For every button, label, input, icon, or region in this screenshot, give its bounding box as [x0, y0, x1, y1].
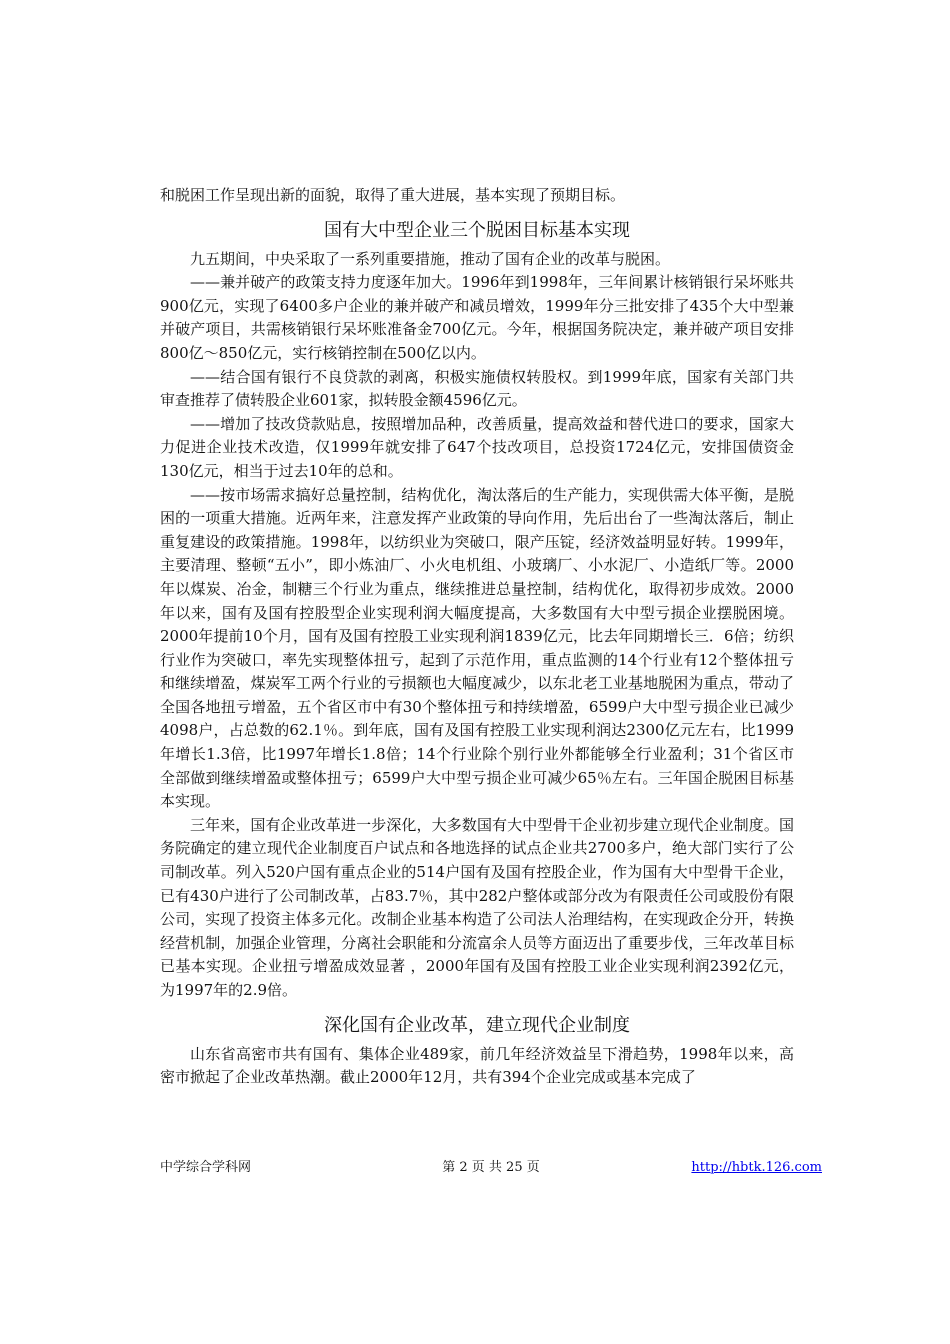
footer-site-name: 中学综合学科网	[160, 1160, 252, 1175]
paragraph: ——结合国有银行不良贷款的剥离，积极实施债权转股权。到1999年底，国家有关部门共审查推荐了债转股企业601家，拟转股金额4596亿元。	[160, 367, 794, 410]
paragraph: ——兼并破产的政策支持力度逐年加大。1996年到1998年，三年间累计核销银行呆坏账共900亿元，实现了6400多户企业的兼并破产和减员增效，1999年分三批安排了435个大中型兼并破产项目，共需核销银行呆坏账准备金700亿元。今年，根据国务院决定，兼并破产项目安排800亿～850亿元，实行核销控制在500亿以内。	[160, 273, 794, 362]
paragraph: 山东省高密市共有国有、集体企业489家，前几年经济效益呈下滑趋势，1998年以来，高密市掀起了企业改革热潮。截止2000年12月，共有394个企业完成或基本完成了	[160, 1044, 794, 1087]
paragraph: ——增加了技改贷款贴息，按照增加品种，改善质量，提高效益和替代进口的要求，国家大力促进企业技术改造，仅1999年就安排了647个技改项目，总投资1724亿元，安排国债资金130亿元，相当于过去10年的总和。	[160, 414, 794, 480]
footer-page-number: 第 2 页 共 25 页	[442, 1160, 540, 1175]
section-heading-1: 国有大中型企业三个脱困目标基本实现	[324, 219, 630, 241]
paragraph: 三年来，国有企业改革进一步深化，大多数国有大中型骨干企业初步建立现代企业制度。国务院确定的建立现代企业制度百户试点和各地选择的试点企业共2700多户，绝大部门实行了公司制改革。列入520户国有重点企业的514户国有及国有控股企业，作为国有大中型骨干企业，已有430户进行了公司制改革，占83.7％，其中282户整体或部分改为有限责任公司或股份有限公司，实现了投资主体多元化。改制企业基本构造了公司法人治理结构，在实现政企分开，转换经营机制，加强企业管理，分离社会职能和分流富余人员等方面迈出了重要步伐，三年改革目标已基本实现。企业扭亏增盈成效显著 ，2000年国有及国有控股工业企业实现利润2392亿元，为1997年的2.9倍。	[160, 815, 794, 999]
section-heading-2: 深化国有企业改革，建立现代企业制度	[324, 1014, 630, 1036]
paragraph: 九五期间，中央采取了一系列重要措施，推动了国有企业的改革与脱困。	[190, 249, 671, 268]
footer-link[interactable]: http://hbtk.126.com	[691, 1160, 822, 1175]
intro-paragraph: 和脱困工作呈现出新的面貌，取得了重大进展，基本实现了预期目标。	[160, 186, 626, 204]
paragraph: ——按市场需求搞好总量控制，结构优化，淘汰落后的生产能力，实现供需大体平衡，是脱困的一项重大措施。近两年来，注意发挥产业政策的导向作用，先后出台了一些淘汰落后，制止重复建设的政策措施。1998年，以纺织业为突破口，限产压锭，经济效益明显好转。1999年，主要清理、整顿“五小”，即小炼油厂、小火电机组、小玻璃厂、小水泥厂、小造纸厂等。2000年以煤炭、冶金，制糖三个行业为重点，继续推进总量控制，结构优化，取得初步成效。2000年以来，国有及国有控股型企业实现利润大幅度提高，大多数国有大中型亏损企业摆脱困境。2000年提前10个月，国有及国有控股工业实现利润1839亿元，比去年同期增长三．6倍；纺织行业作为突破口，率先实现整体扭亏，起到了示范作用，重点监测的14个行业有12个整体扭亏和继续增盈，煤炭军工两个行业的亏损额也大幅度减少，以东北老工业基地脱困为重点，带动了全国各地扭亏增盈，五个省区市中有30个整体扭亏和持续增盈，6599户大中型亏损企业已减少4098户，占总数的62.1％。到年底，国有及国有控股工业实现利润达2300亿元左右，比1999年增长1.3倍，比1997年增长1.8倍；14个行业除个别行业外都能够全行业盈利；31个省区市全部做到继续增盈或整体扭亏；6599户大中型亏损企业可减少65％左右。三年国企脱困目标基本实现。	[160, 485, 794, 811]
document-body	[160, 184, 794, 1090]
